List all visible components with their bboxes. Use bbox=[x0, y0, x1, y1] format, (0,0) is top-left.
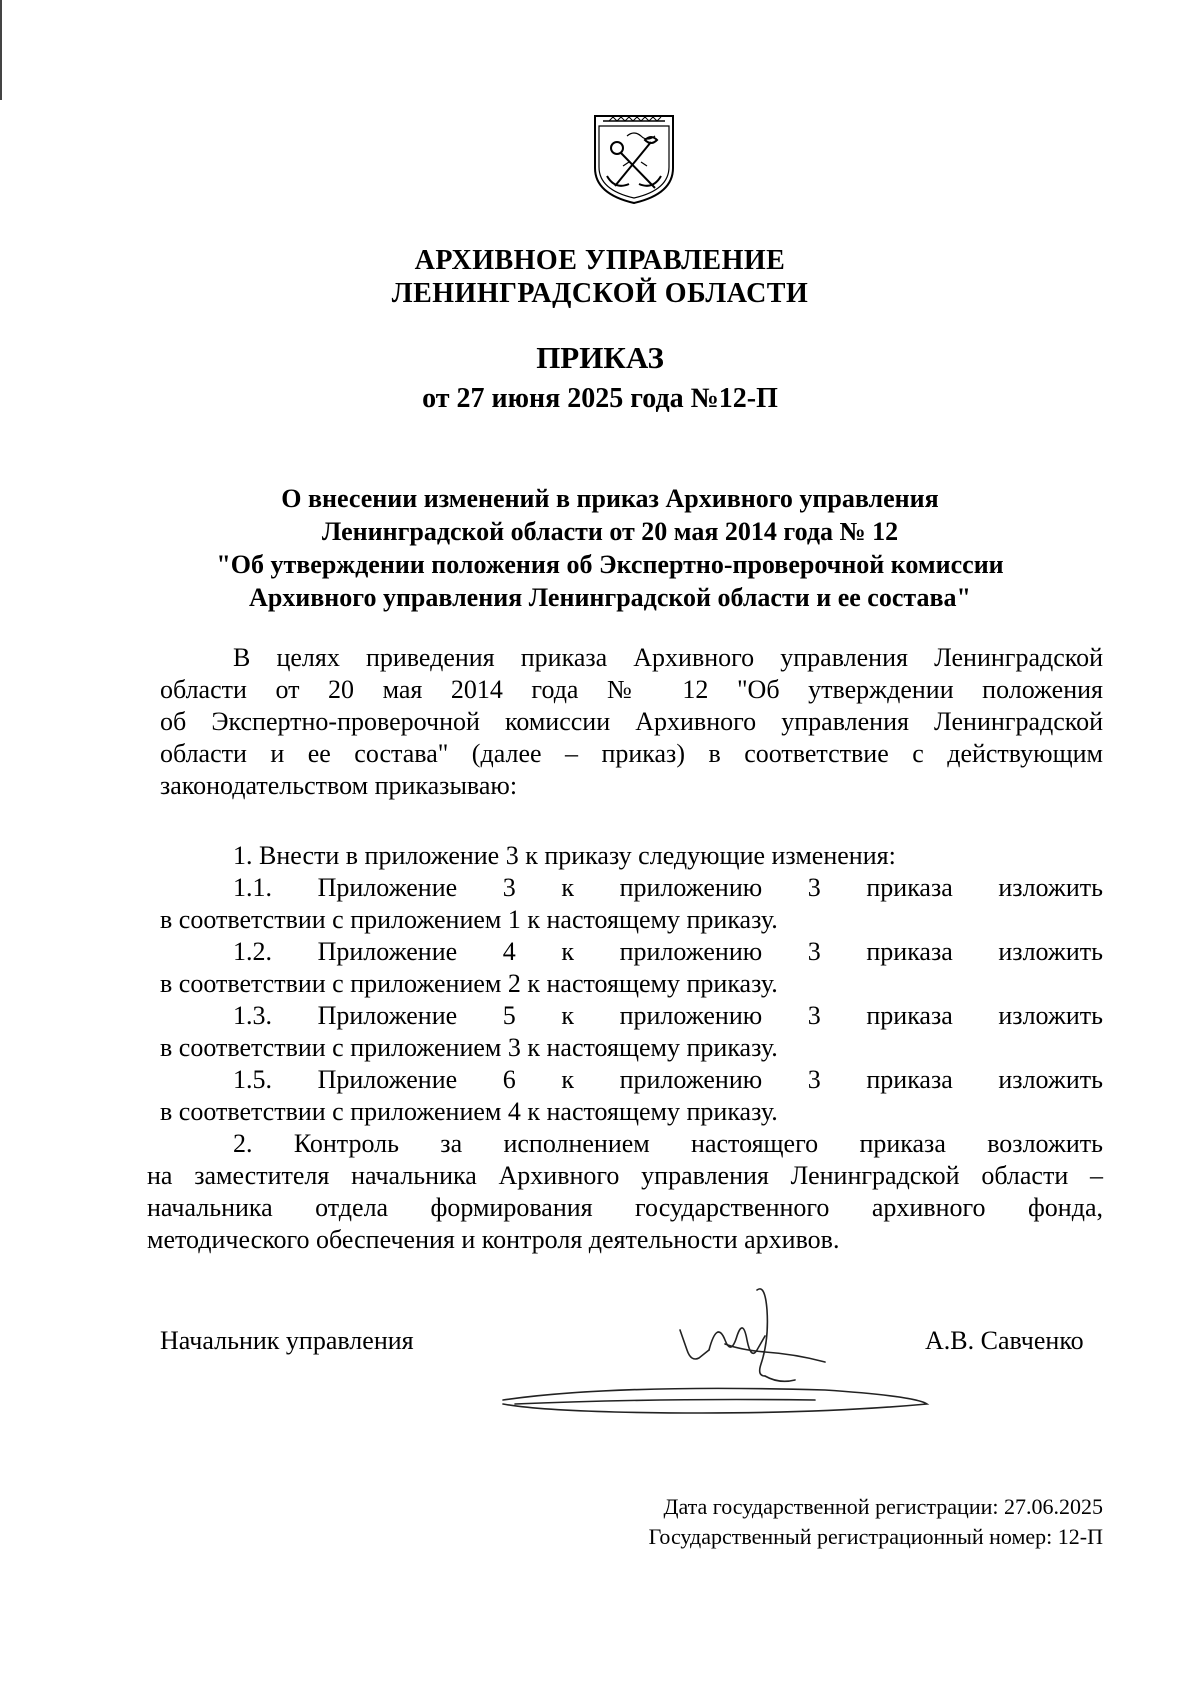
order-subject bbox=[150, 482, 1070, 614]
organization-line-1: АРХИВНОЕ УПРАВЛЕНИЕ bbox=[414, 245, 786, 276]
preamble-line: области и ее состава" (далее – приказ) в соответствие с действующим bbox=[160, 739, 1103, 768]
subject-line: Ленинградской области от 20 мая 2014 года № 12 bbox=[321, 517, 899, 546]
signer-name: А.В. Савченко bbox=[925, 1326, 1084, 1355]
subject-line: "Об утверждении положения об Экспертно-проверочной комиссии bbox=[216, 550, 1004, 579]
item-2-line: на заместителя начальника Архивного управления Ленинградской области – bbox=[147, 1161, 1103, 1190]
preamble-line: законодательством приказываю: bbox=[160, 771, 518, 800]
subject-line: Архивного управления Ленинградской области и ее состава" bbox=[249, 583, 971, 612]
preamble-line: об Экспертно-проверочной комиссии Архивного управления Ленинградской bbox=[160, 707, 1103, 736]
organization-title bbox=[0, 244, 1200, 310]
registration-info bbox=[503, 1492, 1103, 1552]
subitem-1-1-line-2: в соответствии с приложением 1 к настоящему приказу. bbox=[160, 905, 778, 934]
item-2-line: начальника отдела формирования государственного архивного фонда, bbox=[147, 1193, 1103, 1222]
handwritten-signature-icon bbox=[495, 1280, 935, 1415]
subitem-1-5-line-2: в соответствии с приложением 4 к настоящему приказу. bbox=[160, 1097, 778, 1126]
order-date: от 27 июня 2025 года №12-П bbox=[422, 383, 778, 414]
registration-date: Дата государственной регистрации: 27.06.2025 bbox=[663, 1494, 1103, 1519]
preamble-line: области от 20 мая 2014 года № 12 "Об утверждении положения bbox=[160, 675, 1103, 704]
scan-edge-mark bbox=[0, 0, 2, 100]
registration-number: Государственный регистрационный номер: 12-П bbox=[648, 1524, 1103, 1549]
subitem-1-2-line-2: в соответствии с приложением 2 к настоящему приказу. bbox=[160, 969, 778, 998]
item-1: 1. Внести в приложение 3 к приказу следующие изменения: bbox=[233, 841, 896, 870]
leningrad-oblast-coat-of-arms-icon bbox=[589, 106, 679, 206]
subitem-1-2-line-1: 1.2. Приложение 4 к приложению 3 приказа изложить bbox=[233, 937, 1103, 966]
subitem-1-3-line-2: в соответствии с приложением 3 к настоящему приказу. bbox=[160, 1033, 778, 1062]
order-title: ПРИКАЗ bbox=[536, 340, 664, 375]
preamble-line: В целях приведения приказа Архивного управления Ленинградской bbox=[233, 643, 1103, 672]
subitem-1-1-line-1: 1.1. Приложение 3 к приложению 3 приказа изложить bbox=[233, 873, 1103, 902]
subject-line: О внесении изменений в приказ Архивного управления bbox=[281, 484, 939, 513]
organization-line-2: ЛЕНИНГРАДСКОЙ ОБЛАСТИ bbox=[391, 278, 809, 309]
signer-position: Начальник управления bbox=[160, 1326, 414, 1355]
subitem-1-5-line-1: 1.5. Приложение 6 к приложению 3 приказа изложить bbox=[233, 1065, 1103, 1094]
item-2-line: методического обеспечения и контроля деятельности архивов. bbox=[147, 1225, 840, 1254]
item-2-line: 2. Контроль за исполнением настоящего приказа возложить bbox=[233, 1129, 1103, 1158]
subitem-1-3-line-1: 1.3. Приложение 5 к приложению 3 приказа изложить bbox=[233, 1001, 1103, 1030]
